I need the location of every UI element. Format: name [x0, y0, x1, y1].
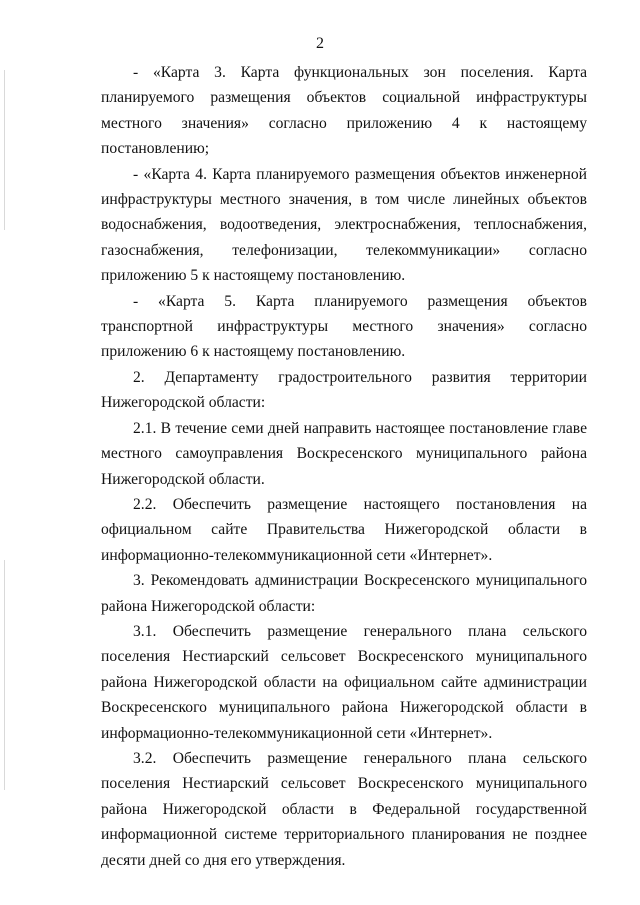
scan-edge-mark	[4, 70, 5, 230]
document-body	[101, 60, 587, 873]
paragraph-item-2: 2. Департаменту градостроительного развития территории Нижегородской области:	[101, 368, 587, 412]
paragraph-map-3: - «Карта 3. Карта функциональных зон поселения. Карта планируемого размещения объектов социальной инфраструктуры местного значения» согласно приложению 4 к настоящему постановлению;	[101, 64, 587, 158]
scan-edge-mark	[4, 560, 5, 790]
paragraph-item-3-2: 3.2. Обеспечить размещение генерального плана сельского поселения Нестиарский сельсовет Воскресенского муниципального района Нижегородской области в Федеральной государственной информационной системе территориального планирования не позднее десяти дней со дня его утверждения.	[101, 749, 587, 869]
paragraph-item-3-1: 3.1. Обеспечить размещение генерального плана сельского поселения Нестиарский сельсовет Воскресенского муниципального района Нижегородской области на официальном сайте администрации Воскресенского муниципального района Нижегородской области в информационно-телекоммуникационной сети «Интернет».	[101, 622, 587, 742]
paragraph-map-4: - «Карта 4. Карта планируемого размещения объектов инженерной инфраструктуры местного значения, в том числе линейных объектов водоснабжения, водоотведения, электроснабжения, теплоснабжения, газоснабжения, телефонизации, телекоммуникации» согласно приложению 5 к настоящему постановлению.	[101, 165, 587, 285]
page-number: 2	[316, 35, 324, 52]
paragraph-map-5: - «Карта 5. Карта планируемого размещения объектов транспортной инфраструктуры местного значения» согласно приложению 6 к настоящему постановлению.	[101, 292, 587, 361]
paragraph-item-3: 3. Рекомендовать администрации Воскресенского муниципального района Нижегородской области:	[101, 572, 587, 615]
paragraph-item-2-2: 2.2. Обеспечить размещение настоящего постановления на официальном сайте Правительства Нижегородской области в информационно-телекоммуникационной сети «Интернет».	[101, 495, 587, 564]
paragraph-item-2-1: 2.1. В течение семи дней направить настоящее постановление главе местного самоуправления Воскресенского муниципального района Нижегородской области.	[101, 419, 587, 488]
